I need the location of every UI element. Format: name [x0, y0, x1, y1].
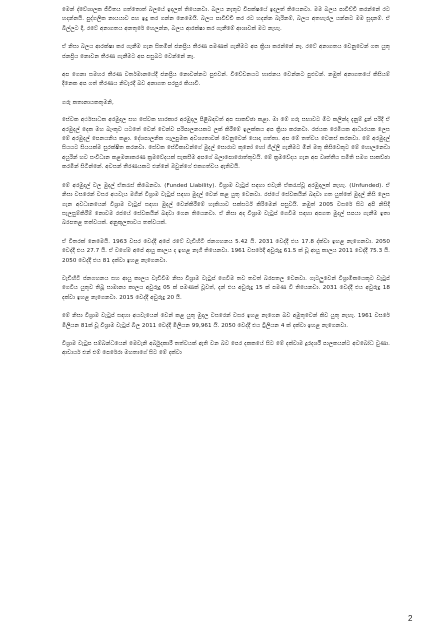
salutation: ගරු කතානායකතුමනි,: [62, 99, 114, 106]
paragraph-9: විශ්‍රාම වැටුප සම්බන්ධයෙන් මෙවැනි අර්බුදකාරී තත්වයක් ඇති වන බව පෙර දකකයේ සිට මේ දක්වාම දූරදර්ශී පාලකයන්ට අවබෝධ වුණා. ආචාර්ය එන් එම් පෙරේරා මහතාගේ සිට මේ දක්වා: [62, 340, 390, 357]
paragraph-8: මේ නිසා විශ්‍රාම වැටුප් සඳහා අයවැයෙන් වෙන් කළ යුතු මුදල වසරෙන් වසර ඉහළ නැගෙන බව අමුතුවෙන් කිව යුතු නැහැ. 1961 වසරේ මිලියන 81ක් වූ විශ්‍රාම වැටුප් බිල 2011 වෙද්දී මිලියන 99,961 යි. 2050 වෙද්දී එය ට්‍රිලියන 4 ක් දක්වා ඉහළ නැගෙනවා.: [62, 313, 390, 329]
paragraph-3: අප ගෙනා සමහර තීරණ වර්තමානයේදී ජනප්‍රිය නොවන්නට පුළුවන්. විවේචනයට භාජනය වෙන්නට පුළුවන්. නමුත් අනාගතයේ කිසියම් දිනෙක අප ගත් තීරණය නිවැරදි බව අනාගත පරපුර කියාවි.: [62, 72, 390, 88]
paragraph-5: මේ අරමුදල් වල මුදල් ඒකරැස් කිබෙනවා. (Funded Liability). විශ්‍රාම වැටුප් සඳහා එවැනි ඒකරැස්වූ අරමුදලක් නැහැ. (Unfunded). ඒ නිසා වසරෙන් වසර අයවැය මගින් විශ්‍රාම වැටුප් සඳහා මුදල් වෙන් කළ යුතු වෙනවා. රජයේ සේවකයින් බඳවා ගත යුත්තේ මුදල් නිසි ලෙස ගැන අවධානයෙන් විශ්‍රාම වැටුප් සඳහා මුදල් වෙන්කිරීමේ හැකියාව සක්සර්ට් කිරිමෙන් පසුවයි. නමුත් 2005 වසරේ සිට අපි නිසිදි සැලසුම්කිරීම් නොවම රජයේ සේවකයින් බඳවා ගෙන තියෙනවා. ඒ නිසා අද විශ්‍රාම වැටුප් ගෙවීම සඳහා අපගත මුදල් සපයා ගැනීම ඉතා බරපතළ තත්වයක්. අනුකූලතාවය තත්වයක්.: [62, 182, 390, 227]
paragraph-2: ඒ නිසා බලය ආරක්ෂා කර ගැනීම ගැන සිතමින් ජනප්‍රිය තීරණ පමණක් ගැනීමට අප ක්‍රියා කරන්නේ නෑ. රටේ අනාගතය වෙනුවෙන් ගත යුතු ජනප්‍රිය නොවන තීරණ ගැනීමට අප පසුබට වෙන්නේ නෑ.: [62, 44, 390, 60]
paragraph-1: මෙන් ද්වේශාලක ජීවිතය ගත්තොත් බලයේ ඉදලත් තියෙනවා. බලය නැතුව විපක්ෂයේ ඉදලත් තියෙනවා. මම බලය පාවිච්චි කරන්නේ රට හදන්නයි. පුද්ගලික නායයාව පහ ඉදු කර ගන්න නෙමෙයි. බලය පාවිච්චි කර රට හදන්න බැරිනම්, බලය අතහැරල යන්නට මම සූදානම්. ඒ බිල්ලට දී, රටේ අනාගතය අනතුරේ හෙලන්න, බලය ආරක්ෂා කර ගැනීමේ ආශාවක් මට නැහැ.: [62, 7, 390, 32]
page-number: 2: [408, 614, 413, 623]
paragraph-6: ඒ විතරක් නෙමෙයි. 1963 වසර වෙද්දී අපේ රටේ වැඩිහිටි ජනගහනය 5.42 යි. 2031 වෙද්දී එය 17.8 ද්ක්වා ඉහළ නැගෙනවා. 2050 වෙද්දී එය 27.7 යි. ඒ වගේම අපේ ආයු කාලය ද ඉහළ නැගී තියෙනවා. 1961 වසරේදී අවුරුදු 61.5 ක් වූ ආයු කාලය 2011 වෙද්දී 75.3 යි. 2050 වෙද්දී එය 81 දක්වා ඉහළ නැගෙනවා.: [62, 238, 390, 264]
paragraph-4: සේවක අර්ථසාධක අරමුදල සහ සේවක භාරකාර අරමුදල පිළිබඳවත් අප සාකච්ඡා කළා. මා මේ ගරු සභාවට මීට කලින්ද දැනුම් දුන් පරිදි ඒ අරමුදල් දෙක මහ බැංකුව යටතේ වෙන් වෙන්ව පරිපාලනයකට ලක් කිරීමේ ඉලක්කය අප ක්‍රියා කරනවා. රජයක රෙමියක ආධාරයක ලෙස මේ අරමුදල් පෙනයනිය කළා. දේශපාලනික ගැලපුමක අවශ්‍යතාවන් වෙනුවෙන් යොදා ගත්තා. අප මේ තත්වය වෙනස් කරනවා. මේ අරමුදල් සියයට සියයක්ම සුරක්ෂිත කරනවා. සේවක සේවිකාවන්ගේ මුදල් සොරාට කුනෝ හෝ ගිල්ලි ගැනීමට මින් මතු කිසිවෙකුට මේ හොලනෙඩා අයුරින් හව සංවිධාන කළමනාකරණ ක්‍රමවේදයක් සැකසීම අපගේ බලාපොරොත්තුවයි. මේ ක්‍රමවේදය ගැන අප වෘත්තීය සමිති සමග සාකච්ඡා කරමින් සිටින්නේ. අවසන් තීරණයකට එන්නේ ඔවුන්ගේ එකගත්වය ඇතිවයි.: [62, 117, 390, 171]
document-page: [62, 6, 390, 368]
paragraph-7: වැඩිහිටි ජනගහනය සහ ආයු කාලය වැඩිවීම නිසා විශ්‍රාම වැටුප් ගෙවීම තව තවත් බරපතල වෙනවා. ගැටලුවෙන් විශ්‍රාමිකයෙකුට වැටුප් ගෙවිය යුතුව තිබූ සාමාන්‍ය කාලය අවුරුදු 05 ක් පමණක් වූවත්, දැන් එය අවුරුදු 15 ක් පමණ වී තියෙනවා. 2031 වෙද්දී එය අවුරුදු 18 දක්වා ඉහළ නැගෙනවා. 2015 වෙද්දී අවුරුදු 20 යි.: [62, 275, 390, 301]
